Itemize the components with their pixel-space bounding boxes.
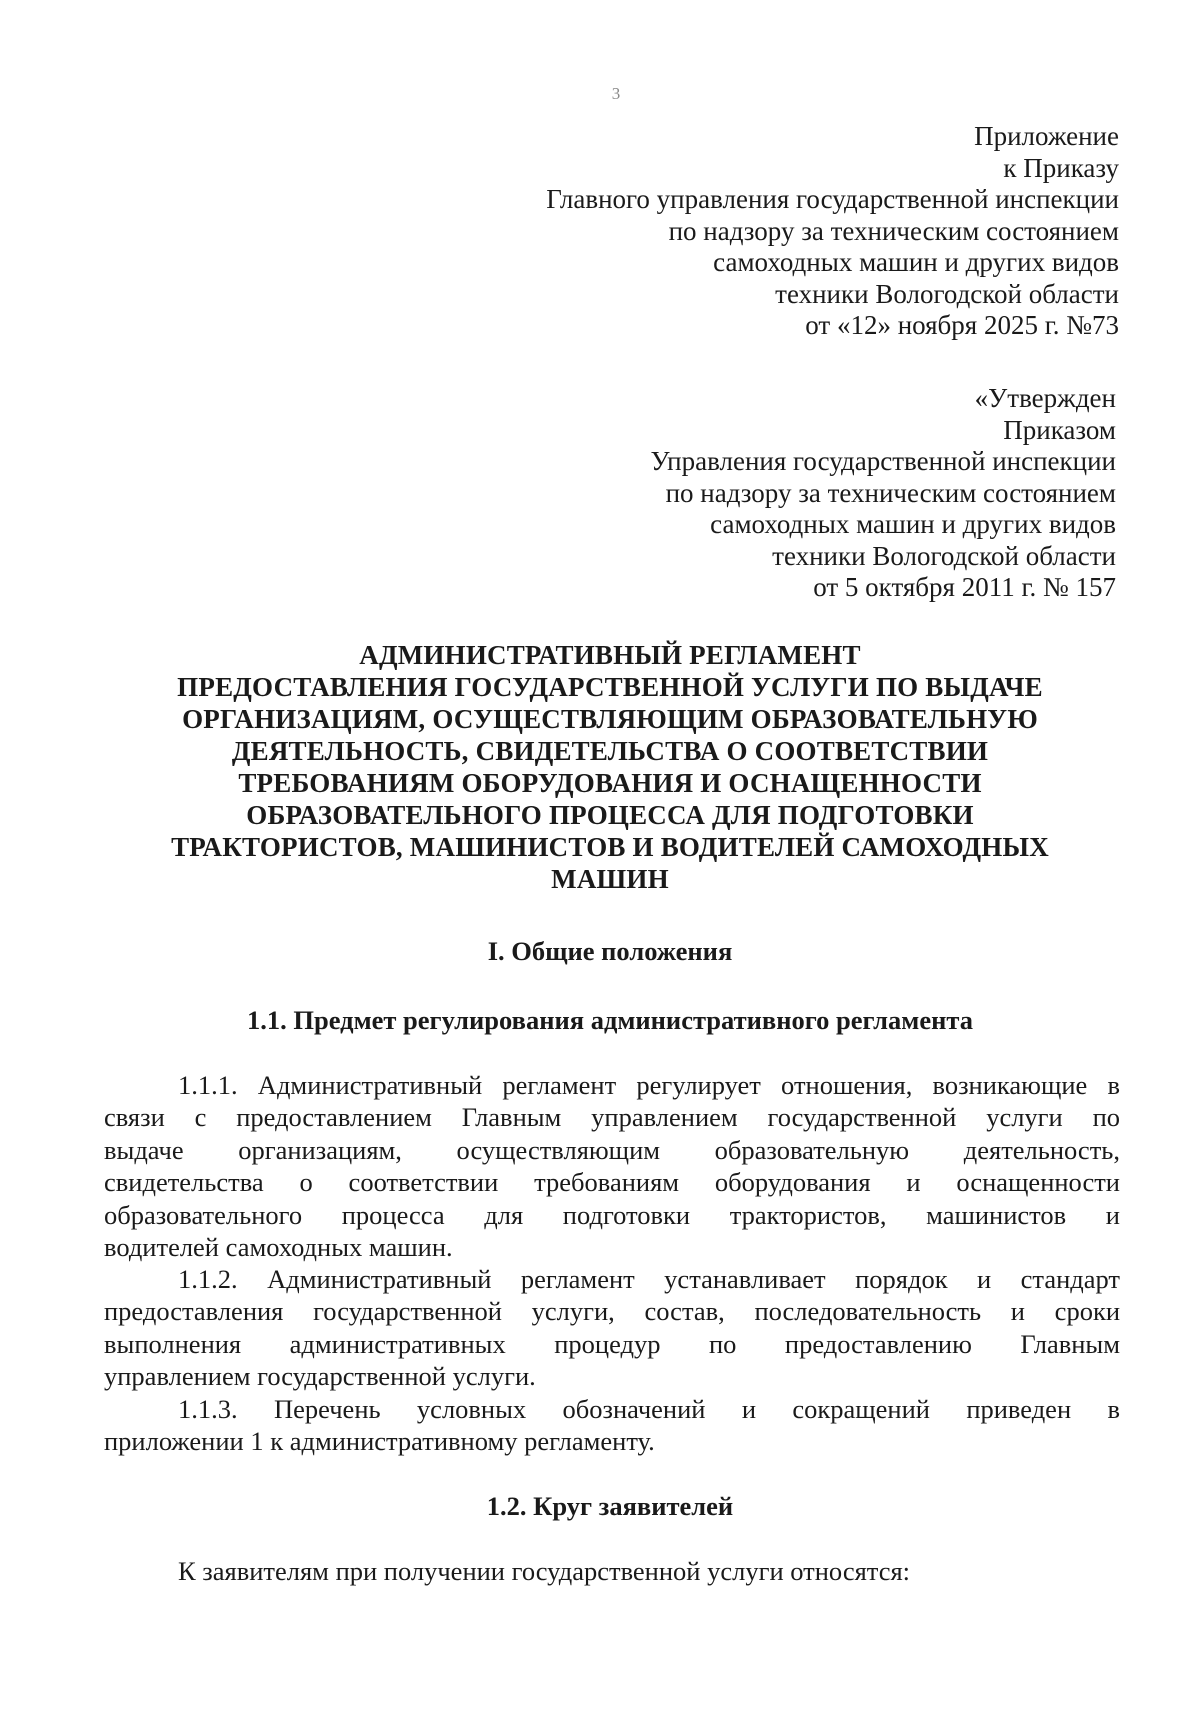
paragraph-line: образовательного процесса для подготовки трактористов, машинистов и: [104, 1199, 1120, 1230]
section-heading-general-provisions: I. Общие положения: [487, 936, 733, 966]
approved-line: по надзору за техническим состоянием: [665, 477, 1116, 508]
paragraph-line: выполнения административных процедур по предоставлению Главным: [104, 1328, 1120, 1359]
paragraph-line: 1.1.1. Административный регламент регулирует отношения, возникающие в: [178, 1070, 1120, 1100]
approved-line: техники Вологодской области: [772, 540, 1116, 571]
title-line: ДЕЯТЕЛЬНОСТЬ, СВИДЕТЕЛЬСТВА О СООТВЕТСТВИИ: [231, 736, 989, 766]
appendix-header: [546, 121, 1119, 342]
approval-stamp-text: [650, 383, 1116, 604]
title-line: ТРЕБОВАНИЯМ ОБОРУДОВАНИЯ И ОСНАЩЕННОСТИ: [238, 768, 982, 798]
title-line: АДМИНИСТРАТИВНЫЙ РЕГЛАМЕНТ: [359, 640, 861, 670]
paragraph-1-1-2: [104, 1263, 1120, 1393]
paragraph-line: управлением государственной услуги.: [104, 1361, 536, 1392]
subsection-heading-subject: 1.1. Предмет регулирования административного регламента: [247, 1005, 973, 1035]
paragraph-line: водителей самоходных машин.: [104, 1232, 453, 1263]
paragraph-line: 1.1.3. Перечень условных обозначений и сокращений приведен в: [178, 1394, 1120, 1424]
approved-line: самоходных машин и других видов: [710, 509, 1116, 539]
paragraph-line: связи с предоставлением Главным управлением государственной услуги по: [104, 1102, 1120, 1133]
paragraph-line: приложении 1 к административному регламенту.: [104, 1426, 655, 1457]
document-title: [100, 639, 1120, 895]
approved-line: «Утвержден: [974, 383, 1116, 413]
paragraph-line: свидетельства о соответствии требованиям оборудования и оснащенности: [104, 1167, 1120, 1198]
title-line: ТРАКТОРИСТОВ, МАШИНИСТОВ И ВОДИТЕЛЕЙ САМОХОДНЫХ: [171, 832, 1049, 862]
appendix-date-number: от «12» ноября 2025 г. №73: [805, 310, 1119, 340]
page-number: 3: [611, 84, 621, 103]
title-line: ПРЕДОСТАВЛЕНИЯ ГОСУДАРСТВЕННОЙ УСЛУГИ ПО ВЫДАЧЕ: [177, 672, 1043, 702]
appendix-line: к Приказу: [1003, 152, 1119, 183]
appendix-line: самоходных машин и других видов: [713, 247, 1119, 277]
approved-line: Управления государственной инспекции: [650, 446, 1116, 476]
paragraph-1-1-3: [104, 1393, 1120, 1458]
paragraph-line: К заявителям при получении государственной услуги относятся:: [178, 1556, 911, 1586]
paragraph-line: выдаче организациям, осуществляющим образовательную деятельность,: [104, 1134, 1120, 1165]
applicants-intro-paragraph: [104, 1555, 1120, 1587]
title-line: МАШИН: [551, 864, 669, 894]
paragraph-line: 1.1.2. Административный регламент устанавливает порядок и стандарт: [178, 1264, 1120, 1294]
approved-date-number: от 5 октября 2011 г. № 157: [813, 572, 1116, 602]
title-line: ОБРАЗОВАТЕЛЬНОГО ПРОЦЕССА ДЛЯ ПОДГОТОВКИ: [246, 800, 974, 830]
subsection-heading-applicants: 1.2. Круг заявителей: [486, 1491, 734, 1521]
appendix-line: Приложение: [974, 121, 1119, 151]
appendix-line: по надзору за техническим состоянием: [668, 215, 1119, 246]
paragraph-1-1-1: [104, 1069, 1120, 1263]
appendix-line: Главного управления государственной инспекции: [546, 184, 1119, 214]
approved-line: Приказом: [1003, 414, 1116, 445]
paragraph-line: предоставления государственной услуги, состав, последовательность и сроки: [104, 1296, 1120, 1327]
title-line: ОРГАНИЗАЦИЯМ, ОСУЩЕСТВЛЯЮЩИМ ОБРАЗОВАТЕЛЬНУЮ: [182, 704, 1038, 734]
appendix-line: техники Вологодской области: [775, 278, 1119, 309]
